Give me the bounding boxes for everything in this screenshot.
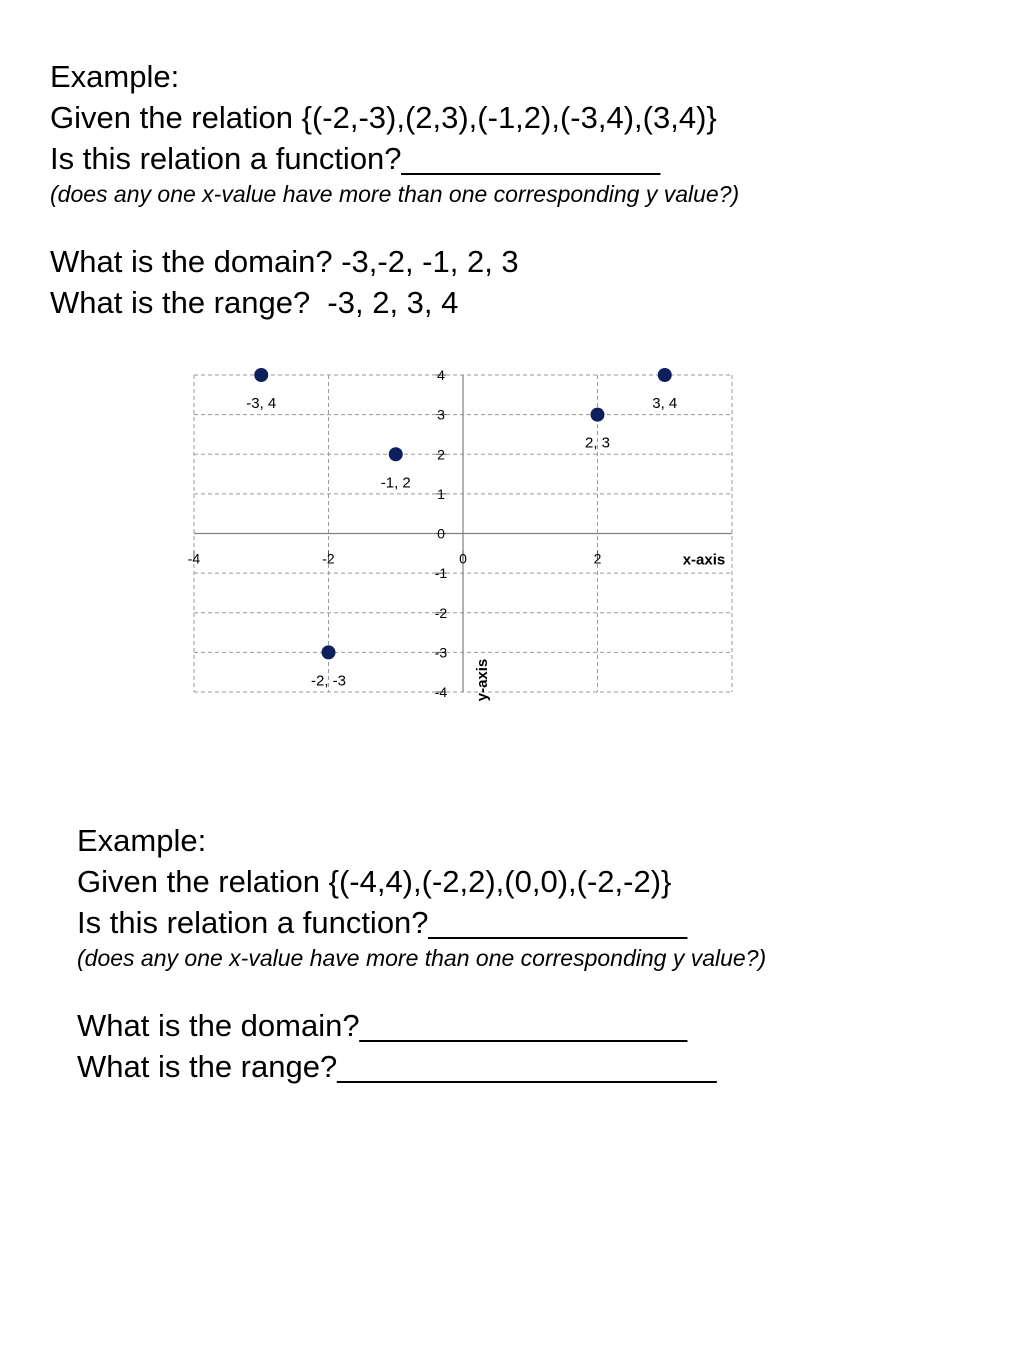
x-tick-label: -2	[322, 550, 335, 567]
data-point	[254, 368, 268, 382]
example-2-relation: Given the relation {(-4,4),(-2,2),(0,0),(-2,-2)}	[77, 864, 672, 899]
example-2-heading: Example:	[77, 823, 207, 858]
data-point-label: 3, 4	[652, 395, 678, 412]
example-1-hint: (does any one x-value have more than one corresponding y value?)	[50, 181, 740, 207]
example-1-domain: What is the domain? -3,-2, -1, 2, 3	[50, 244, 519, 279]
data-point	[591, 408, 605, 422]
data-point	[322, 645, 336, 659]
example-2	[77, 820, 766, 1087]
data-point	[658, 368, 672, 382]
data-point-label: -2, -3	[310, 672, 347, 690]
data-point	[389, 447, 403, 461]
y-tick-label: -2	[434, 604, 448, 621]
x-tick-label: 0	[459, 550, 467, 567]
example-1-heading: Example:	[50, 59, 180, 94]
y-tick-label: 3	[437, 406, 445, 423]
example-1-range: What is the range? -3, 2, 3, 4	[50, 285, 459, 320]
y-tick-label: 0	[437, 525, 445, 542]
y-tick-label: 2	[437, 446, 445, 463]
x-axis-title: x-axis	[682, 551, 726, 569]
x-tick-label: 2	[593, 550, 602, 567]
relation-graph	[180, 360, 760, 725]
data-point-label: -1, 2	[380, 474, 411, 492]
example-2-domain: What is the domain?___________________	[77, 1008, 688, 1043]
example-2-function-question: Is this relation a function?_______________	[77, 905, 688, 940]
example-1-relation: Given the relation {(-2,-3),(2,3),(-1,2),(-3,4),(3,4)}	[50, 100, 717, 135]
y-tick-label: -1	[434, 565, 448, 582]
data-point-label: -3, 4	[246, 395, 277, 412]
example-2-hint: (does any one x-value have more than one corresponding y value?)	[77, 945, 767, 971]
y-tick-label: 1	[437, 485, 445, 502]
y-tick-label: -3	[434, 644, 448, 661]
example-1-function-question: Is this relation a function?_______________	[50, 141, 661, 176]
data-point-label: 2, 3	[584, 434, 611, 452]
example-1	[50, 56, 739, 323]
y-tick-label: -4	[434, 684, 448, 700]
y-axis-title: y-axis	[474, 658, 491, 702]
relation-chart-svg	[180, 360, 760, 720]
x-tick-label: -4	[187, 550, 201, 567]
example-2-range: What is the range?______________________	[77, 1049, 717, 1084]
y-tick-label: 4	[437, 367, 445, 383]
